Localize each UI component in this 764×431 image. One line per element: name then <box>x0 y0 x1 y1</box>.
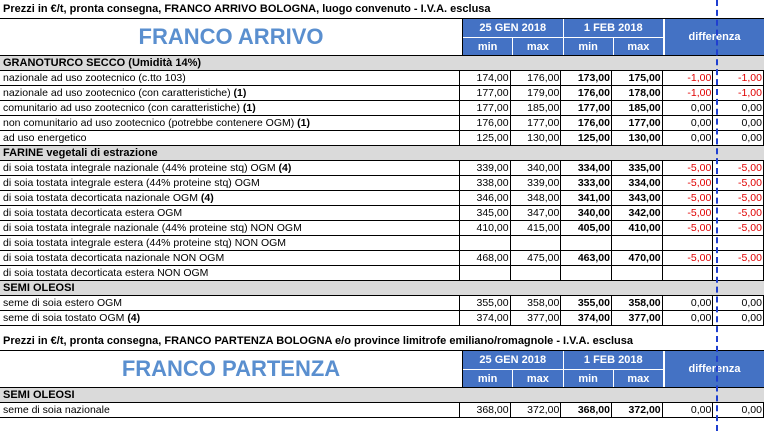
row-label <box>0 86 460 100</box>
prev-max: 415,00 <box>511 221 562 235</box>
row-footnote: (1) <box>297 117 311 129</box>
curr-min: 333,00 <box>561 176 612 190</box>
date-columns <box>463 351 664 387</box>
table-row <box>0 296 764 311</box>
diff-max: 0,00 <box>713 116 764 130</box>
prev-min: 177,00 <box>460 86 511 100</box>
row-footnote: (4) <box>278 162 292 174</box>
prev-min <box>460 236 511 250</box>
diff-min: -1,00 <box>663 71 714 85</box>
curr-max: 130,00 <box>612 131 663 145</box>
diff-max: -1,00 <box>713 86 764 100</box>
curr-min: 177,00 <box>561 101 612 115</box>
table-row <box>0 101 764 116</box>
diff-max: -5,00 <box>713 251 764 265</box>
curr-max: 470,00 <box>612 251 663 265</box>
table-row <box>0 191 764 206</box>
curr-max: 185,00 <box>612 101 663 115</box>
prev-min: 174,00 <box>460 71 511 85</box>
row-label <box>0 296 460 310</box>
curr-max: 342,00 <box>612 206 663 220</box>
block-title: FRANCO ARRIVO <box>0 19 463 55</box>
curr-min: 355,00 <box>561 296 612 310</box>
section-header: SEMI OLEOSI <box>0 281 764 296</box>
minmax-row <box>463 37 664 55</box>
prev-max: 377,00 <box>511 311 562 325</box>
row-footnote: (1) <box>233 87 247 99</box>
table-row <box>0 161 764 176</box>
row-label <box>0 221 460 235</box>
curr-max: 177,00 <box>612 116 663 130</box>
diff-max: 0,00 <box>713 296 764 310</box>
diff-min: -5,00 <box>663 191 714 205</box>
diff-max: -5,00 <box>713 206 764 220</box>
diff-min: 0,00 <box>663 131 714 145</box>
col-min: min <box>463 369 513 387</box>
date-prev: 25 GEN 2018 <box>463 19 564 37</box>
col-min: min <box>463 37 513 55</box>
row-footnote: (4) <box>200 192 214 204</box>
page-break-line <box>716 0 718 431</box>
diff-min: 0,00 <box>663 296 714 310</box>
curr-max: 410,00 <box>612 221 663 235</box>
row-label-text: di soia tostata integrale estera (44% proteine stq) NON OGM <box>3 237 287 249</box>
curr-max: 334,00 <box>612 176 663 190</box>
diff-min <box>663 236 714 250</box>
row-label-text: di soia tostata decorticata nazionale NON OGM <box>3 252 225 264</box>
prev-min: 177,00 <box>460 101 511 115</box>
table-row <box>0 131 764 146</box>
prev-max: 176,00 <box>511 71 562 85</box>
prev-max: 185,00 <box>511 101 562 115</box>
col-max: max <box>513 369 563 387</box>
row-label <box>0 176 460 190</box>
curr-max: 335,00 <box>612 161 663 175</box>
diff-min: -5,00 <box>663 251 714 265</box>
curr-min: 341,00 <box>561 191 612 205</box>
row-label <box>0 101 460 115</box>
table-row <box>0 206 764 221</box>
diff-min: 0,00 <box>663 101 714 115</box>
curr-max: 377,00 <box>612 311 663 325</box>
diff-min: 0,00 <box>663 116 714 130</box>
curr-min: 405,00 <box>561 221 612 235</box>
row-label-text: di soia tostata decorticata estera NON OGM <box>3 267 209 279</box>
prev-max: 340,00 <box>511 161 562 175</box>
prev-max: 179,00 <box>511 86 562 100</box>
row-label-text: comunitario ad uso zootecnico (con caratteristiche) <box>3 102 243 114</box>
prev-min: 339,00 <box>460 161 511 175</box>
prev-max <box>511 266 562 280</box>
diff-max: -5,00 <box>713 191 764 205</box>
prev-min: 355,00 <box>460 296 511 310</box>
table-row <box>0 403 764 418</box>
curr-max: 175,00 <box>612 71 663 85</box>
curr-min: 368,00 <box>561 403 612 417</box>
diff-min: -5,00 <box>663 206 714 220</box>
table-row <box>0 251 764 266</box>
row-label-text: nazionale ad uso zootecnico (c.tto 103) <box>3 72 186 84</box>
prev-min: 346,00 <box>460 191 511 205</box>
row-label-text: seme di soia estero OGM <box>3 297 123 309</box>
diff-max: 0,00 <box>713 403 764 417</box>
curr-min: 125,00 <box>561 131 612 145</box>
prev-min: 368,00 <box>460 403 511 417</box>
curr-max: 178,00 <box>612 86 663 100</box>
table-row <box>0 266 764 281</box>
diff-max: 0,00 <box>713 101 764 115</box>
row-label-text: di soia tostata decorticata nazionale OGM <box>3 192 201 204</box>
diff-max: -1,00 <box>713 71 764 85</box>
diff-min: -1,00 <box>663 86 714 100</box>
row-label-text: seme di soia nazionale <box>3 404 110 416</box>
prev-min: 338,00 <box>460 176 511 190</box>
prev-min: 345,00 <box>460 206 511 220</box>
prev-max: 348,00 <box>511 191 562 205</box>
row-label-text: di soia tostata decorticata estera OGM <box>3 207 183 219</box>
curr-max <box>612 236 663 250</box>
prev-max: 339,00 <box>511 176 562 190</box>
row-label <box>0 266 460 280</box>
curr-min: 176,00 <box>561 86 612 100</box>
col-max: max <box>614 369 664 387</box>
table-row <box>0 116 764 131</box>
section-header: FARINE vegetali di estrazione <box>0 146 764 161</box>
prev-min: 410,00 <box>460 221 511 235</box>
section-header: SEMI OLEOSI <box>0 388 764 403</box>
row-label <box>0 251 460 265</box>
row-label-text: di soia tostata integrale estera (44% proteine stq) OGM <box>3 177 260 189</box>
date-current: 1 FEB 2018 <box>564 351 665 369</box>
table-row <box>0 221 764 236</box>
franco-partenza-block <box>0 332 764 418</box>
row-label-text: di soia tostata integrale nazionale (44% proteine stq) OGM <box>3 162 279 174</box>
curr-min: 340,00 <box>561 206 612 220</box>
prev-min: 176,00 <box>460 116 511 130</box>
prev-max: 372,00 <box>511 403 562 417</box>
row-label-text: ad uso energetico <box>3 132 87 144</box>
table-row <box>0 176 764 191</box>
row-label-text: non comunitario ad uso zootecnico (potrebbe contenere OGM) <box>3 117 298 129</box>
curr-min: 374,00 <box>561 311 612 325</box>
row-label-text: seme di soia tostato OGM <box>3 312 128 324</box>
diff-max: -5,00 <box>713 176 764 190</box>
prev-min: 374,00 <box>460 311 511 325</box>
diff-max <box>713 236 764 250</box>
diff-min: 0,00 <box>663 311 714 325</box>
diff-min: -5,00 <box>663 161 714 175</box>
prev-max: 475,00 <box>511 251 562 265</box>
col-min: min <box>564 37 614 55</box>
section-header: GRANOTURCO SECCO (Umidità 14%) <box>0 56 764 71</box>
curr-min <box>561 266 612 280</box>
row-label <box>0 206 460 220</box>
table-row <box>0 311 764 326</box>
prev-min <box>460 266 511 280</box>
diff-min: -5,00 <box>663 221 714 235</box>
row-label <box>0 236 460 250</box>
diff-min: -5,00 <box>663 176 714 190</box>
table-header <box>0 351 764 388</box>
row-footnote: (4) <box>127 312 141 324</box>
table-row <box>0 71 764 86</box>
col-differenza: differenza <box>664 19 764 55</box>
prev-max: 347,00 <box>511 206 562 220</box>
col-max: max <box>614 37 664 55</box>
row-label <box>0 403 460 417</box>
prev-max: 130,00 <box>511 131 562 145</box>
price-note: Prezzi in €/t, pronta consegna, FRANCO ARRIVO BOLOGNA, luogo convenuto - I.V.A. esclusa <box>0 0 764 19</box>
col-min: min <box>564 369 614 387</box>
row-label-text: nazionale ad uso zootecnico (con caratteristiche) <box>3 87 234 99</box>
prev-max: 358,00 <box>511 296 562 310</box>
curr-max: 372,00 <box>612 403 663 417</box>
table-row <box>0 236 764 251</box>
row-label <box>0 116 460 130</box>
curr-min: 176,00 <box>561 116 612 130</box>
curr-min: 463,00 <box>561 251 612 265</box>
row-label <box>0 161 460 175</box>
row-label <box>0 191 460 205</box>
prev-min: 125,00 <box>460 131 511 145</box>
table-row <box>0 86 764 101</box>
row-label <box>0 311 460 325</box>
date-prev: 25 GEN 2018 <box>463 351 564 369</box>
curr-max <box>612 266 663 280</box>
date-columns <box>463 19 664 55</box>
col-differenza: differenza <box>664 351 764 387</box>
row-label <box>0 71 460 85</box>
prev-max <box>511 236 562 250</box>
curr-max: 358,00 <box>612 296 663 310</box>
diff-max: 0,00 <box>713 131 764 145</box>
diff-max: -5,00 <box>713 161 764 175</box>
diff-min <box>663 266 714 280</box>
date-row <box>463 351 664 369</box>
price-note: Prezzi in €/t, pronta consegna, FRANCO PARTENZA BOLOGNA e/o province limitrofe emiliano/romagnole - I.V.A. esclusa <box>0 332 764 351</box>
date-row <box>463 19 664 37</box>
table-header <box>0 19 764 56</box>
row-footnote: (1) <box>242 102 256 114</box>
row-label <box>0 131 460 145</box>
diff-max: -5,00 <box>713 221 764 235</box>
date-current: 1 FEB 2018 <box>564 19 665 37</box>
curr-min <box>561 236 612 250</box>
diff-max <box>713 266 764 280</box>
curr-min: 173,00 <box>561 71 612 85</box>
curr-min: 334,00 <box>561 161 612 175</box>
curr-max: 343,00 <box>612 191 663 205</box>
diff-min: 0,00 <box>663 403 714 417</box>
col-max: max <box>513 37 563 55</box>
diff-max: 0,00 <box>713 311 764 325</box>
minmax-row <box>463 369 664 387</box>
prev-min: 468,00 <box>460 251 511 265</box>
prev-max: 177,00 <box>511 116 562 130</box>
row-label-text: di soia tostata integrale nazionale (44% proteine stq) NON OGM <box>3 222 302 234</box>
block-title: FRANCO PARTENZA <box>0 351 463 387</box>
